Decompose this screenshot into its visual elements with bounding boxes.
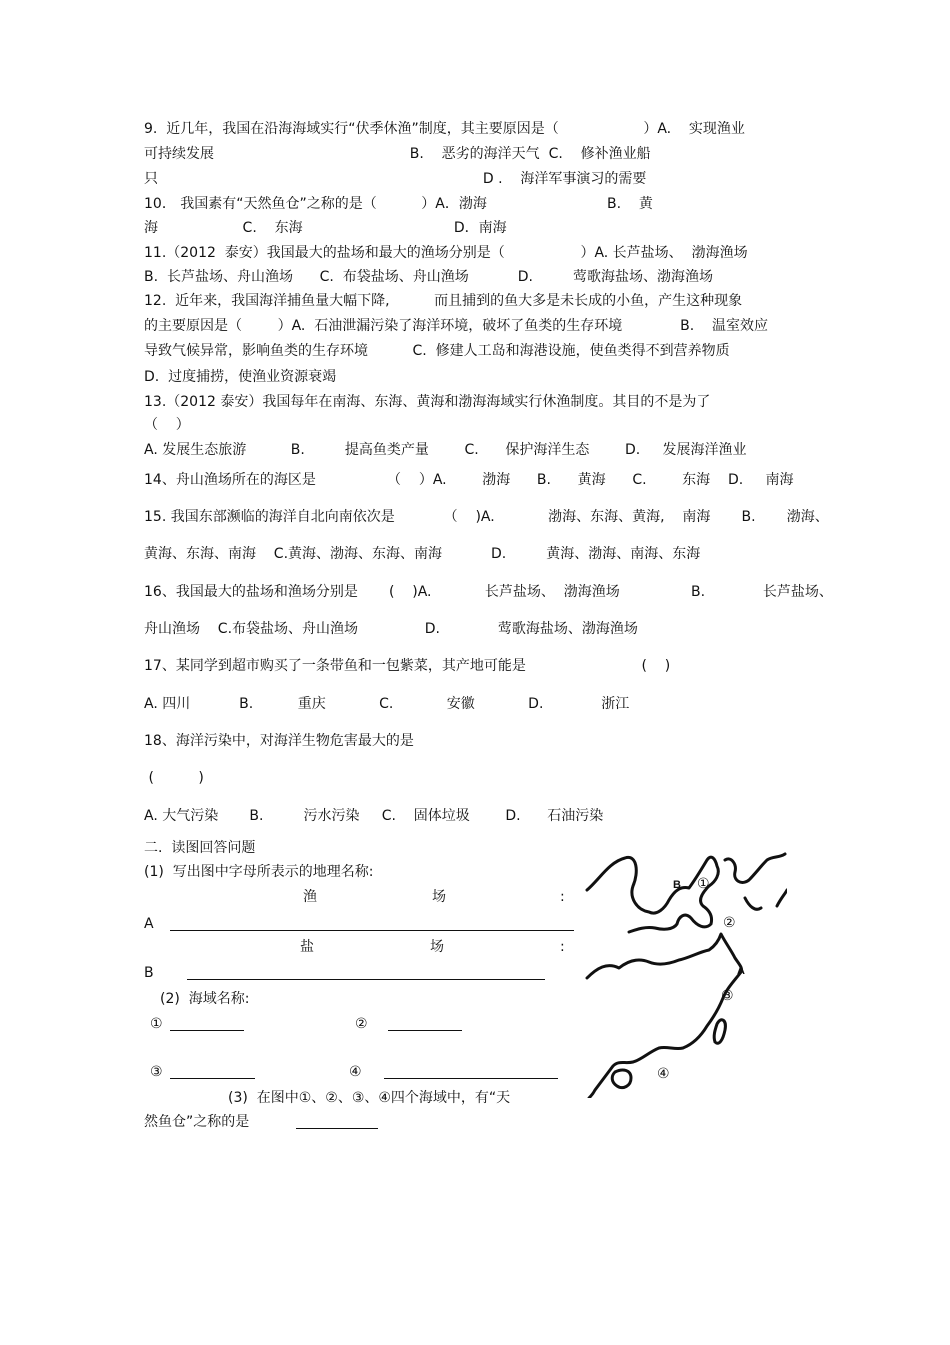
q15-line1: 15. 我国东部濒临的海洋自北向南依次是 （ )A. 渤海、东海、黄海, 南海 B. 渤海、 [144,509,829,525]
q18-line1: 18、海洋污染中，对海洋生物危害最大的是 [144,733,414,749]
saltfield-colon: : [560,939,565,955]
sea2-label: ② [355,1016,368,1032]
map-sea2-marker: ② [723,915,736,931]
map-sea4-marker: ④ [657,1066,670,1082]
q9-line3: 只 D . 海洋军事演习的需要 [144,171,647,187]
saltfield-char1: 盐 [300,939,314,955]
fishery-char2: 场 [432,889,446,905]
q13-options: A. 发展生态旅游 B. 提高鱼类产量 C. 保护海洋生态 D. 发展海洋渔业 [144,442,747,458]
q13-line1: 13.（2012 泰安）我国每年在南海、东海、黄海和渤海海域实行休渔制度。其目的不是为了 [144,394,711,410]
q17-options: A. 四川 B. 重庆 C. 安徽 D. 浙江 [144,696,630,712]
q12-line1: 12. 近年来，我国海洋捕鱼量大幅下降, 而且捕到的鱼大多是未长成的小鱼，产生这种现象 [144,293,743,309]
q11-line1: 11.（2012 泰安）我国最大的盐场和最大的渔场分别是（ ）A. 长芦盐场、 渤海渔场 [144,245,748,261]
q11-line2: B. 长芦盐场、舟山渔场 C. 布袋盐场、舟山渔场 D. 莺歌海盐场、渤海渔场 [144,269,714,285]
q12-line2: 的主要原因是（ ）A. 石油泄漏污染了海洋环境，破坏了鱼类的生存环境 B. 温室效应 [144,318,768,334]
map-sea3-marker: ③ [721,988,734,1004]
answer-a-blank[interactable] [170,930,574,931]
section2-title: 二. 读图回答问题 [144,840,256,856]
q17-line1: 17、某同学到超市购买了一条带鱼和一包紫菜，其产地可能是 ( ) [144,658,671,674]
map-sea1-marker: ① [697,876,710,892]
sea1-label: ① [150,1016,163,1032]
fishery-colon: : [560,889,565,905]
q15-line2: 黄海、东海、南海 C.黄海、渤海、东海、南海 D. 黄海、渤海、南海、东海 [144,546,701,562]
map-label-b: B [673,879,681,891]
q18-bracket: ( ) [144,770,204,786]
q16-line1: 16、我国最大的盐场和渔场分别是 ( )A. 长芦盐场、 渤海渔场 B. 长芦盐场、 [144,584,833,600]
answer-b-blank[interactable] [187,979,545,980]
sea3-blank[interactable] [170,1078,255,1079]
map-label-a: A [737,965,745,977]
sea1-blank[interactable] [170,1030,244,1031]
saltfield-char2: 场 [430,939,444,955]
part1-prompt: (1) 写出图中字母所表示的地理名称: [144,864,374,880]
q12-line3: 导致气候异常，影响鱼类的生存环境 C. 修建人工岛和海港设施，使鱼类得不到营养物质 [144,343,730,359]
part3-blank[interactable] [296,1128,378,1129]
sea3-label: ③ [150,1064,163,1080]
sea4-blank[interactable] [384,1078,558,1079]
coastline-map [585,850,787,1098]
part3-line1: (3) 在图中①、②、③、④四个海域中，有“天 [228,1090,511,1106]
q9-line2: 可持续发展 B. 恶劣的海洋天气 C. 修补渔业船 [144,146,651,162]
q10-line1: 10． 我国素有“天然鱼仓”之称的是（ ）A．渤海 B. 黄 [144,196,653,212]
q10-line2: 海 C. 东海 D．南海 [144,220,507,236]
part3-line2: 然鱼仓”之称的是 [144,1114,250,1130]
sea4-label: ④ [349,1064,362,1080]
q14-line: 14、舟山渔场所在的海区是 （ ）A. 渤海 B. 黄海 C. 东海 D. 南海 [144,472,794,488]
q9-line1: 9. 近几年，我国在沿海海域实行“伏季休渔”制度，其主要原因是（ ）A. 实现渔业 [144,121,745,137]
answer-b-label: B [144,965,154,981]
part2-prompt: (2) 海域名称: [160,991,250,1007]
q16-line2: 舟山渔场 C.布袋盐场、舟山渔场 D. 莺歌海盐场、渤海渔场 [144,621,638,637]
q13-line2: （ ） [144,417,190,433]
sea2-blank[interactable] [388,1030,462,1031]
q18-options: A. 大气污染 B. 污水污染 C. 固体垃圾 D. 石油污染 [144,808,604,824]
answer-a-label: A [144,916,154,932]
q12-line4: D. 过度捕捞，使渔业资源衰竭 [144,369,337,385]
fishery-char1: 渔 [303,889,317,905]
